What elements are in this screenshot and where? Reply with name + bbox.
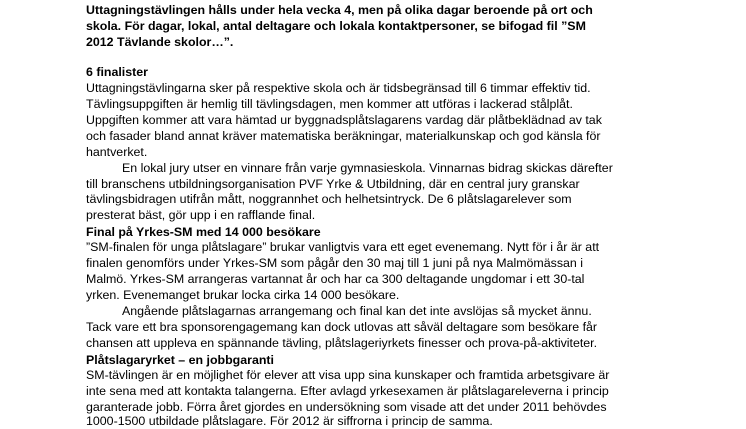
paragraph-line: Angående plåtslagarnas arrangemang och final kan det inte avslöjas så mycket ännu.: [122, 304, 592, 318]
paragraph-line: och fasader bland annat kräver matematiska beräkningar, materialkunskap och god känsla för: [86, 129, 601, 143]
intro-line: skola. För dagar, lokal, antal deltagare och lokala kontaktpersoner, se bifogad fil ”SM: [86, 19, 586, 33]
section-heading-final: Final på Yrkes-SM med 14 000 besökare: [86, 225, 321, 239]
paragraph-line: Malmö. Yrkes-SM arrangeras vartannat år och har ca 300 deltagande ungdomar i ett 30-tal: [86, 272, 585, 286]
paragraph-line: 1000-1500 utbildade plåtslagare. För 2012 är siffrorna i princip de samma.: [86, 414, 493, 428]
paragraph-line: Tack vare ett bra sponsorengagemang kan dock utlovas att såväl deltagare som besökare får: [86, 320, 598, 334]
paragraph-line: tävlingsbidragen utifrån mått, noggrannhet och helhetsintryck. De 6 plåtslagarelever som: [86, 192, 572, 206]
intro-line: 2012 Tävlande skolor…”.: [86, 35, 234, 49]
paragraph-line: garanterade jobb. Förra året gjordes en undersökning som visade att det under 2011 behövdes: [86, 400, 607, 414]
paragraph-line: ”SM-finalen för unga plåtslagare” brukar vanligtvis vara ett eget evenemang. Nytt för i år är att: [86, 240, 600, 254]
paragraph-line: Tävlingsuppgiften är hemlig till tävlingsdagen, men kommer att utföras i lackerad stålplåt.: [86, 97, 573, 111]
paragraph-line: inte sena med att kontakta talangerna. Efter avlagd yrkesexamen är plåtslagareleverna i princip: [86, 384, 609, 398]
paragraph-line: Uppgiften kommer att vara hämtad ur byggnadsplåtslagarens vardag där plåtbeklädnad av tak: [86, 113, 602, 127]
paragraph-line: finalen genomförs under Yrkes-SM som pågår den 30 maj till 1 juni på nya Malmömässan i: [86, 256, 584, 270]
paragraph-line: till branschens utbildningsorganisation PVF Yrke & Utbildning, där en central jury granskar: [86, 177, 580, 191]
paragraph-line: SM-tävlingen är en möjlighet för elever att visa upp sina kunskaper och framtida arbetsgivare är: [86, 368, 610, 382]
paragraph-line: presterat bäst, gör upp i en rafflande final.: [86, 208, 316, 222]
paragraph-line: yrken. Evenemanget brukar locka cirka 14 000 besökare.: [86, 288, 400, 302]
paragraph-line: En lokal jury utser en vinnare från varje gymnasieskola. Vinnarnas bidrag skickas därefter: [122, 161, 613, 175]
paragraph-line: hantverket.: [86, 145, 148, 159]
section-heading-jobb: Plåtslagaryrket – en jobbgaranti: [86, 353, 274, 367]
paragraph-line: chansen att uppleva en spännande tävling, plåtslageriyrkets finesser och prova-på-aktiviteter.: [86, 336, 598, 350]
paragraph-line: Uttagningstävlingarna sker på respektive skola och är tidsbegränsad till 6 timmar effektiv tid.: [86, 81, 591, 95]
section-heading-finalister: 6 finalister: [86, 65, 148, 79]
intro-line: Uttagningstävlingen hålls under hela vecka 4, men på olika dagar beroende på ort och: [86, 3, 593, 17]
